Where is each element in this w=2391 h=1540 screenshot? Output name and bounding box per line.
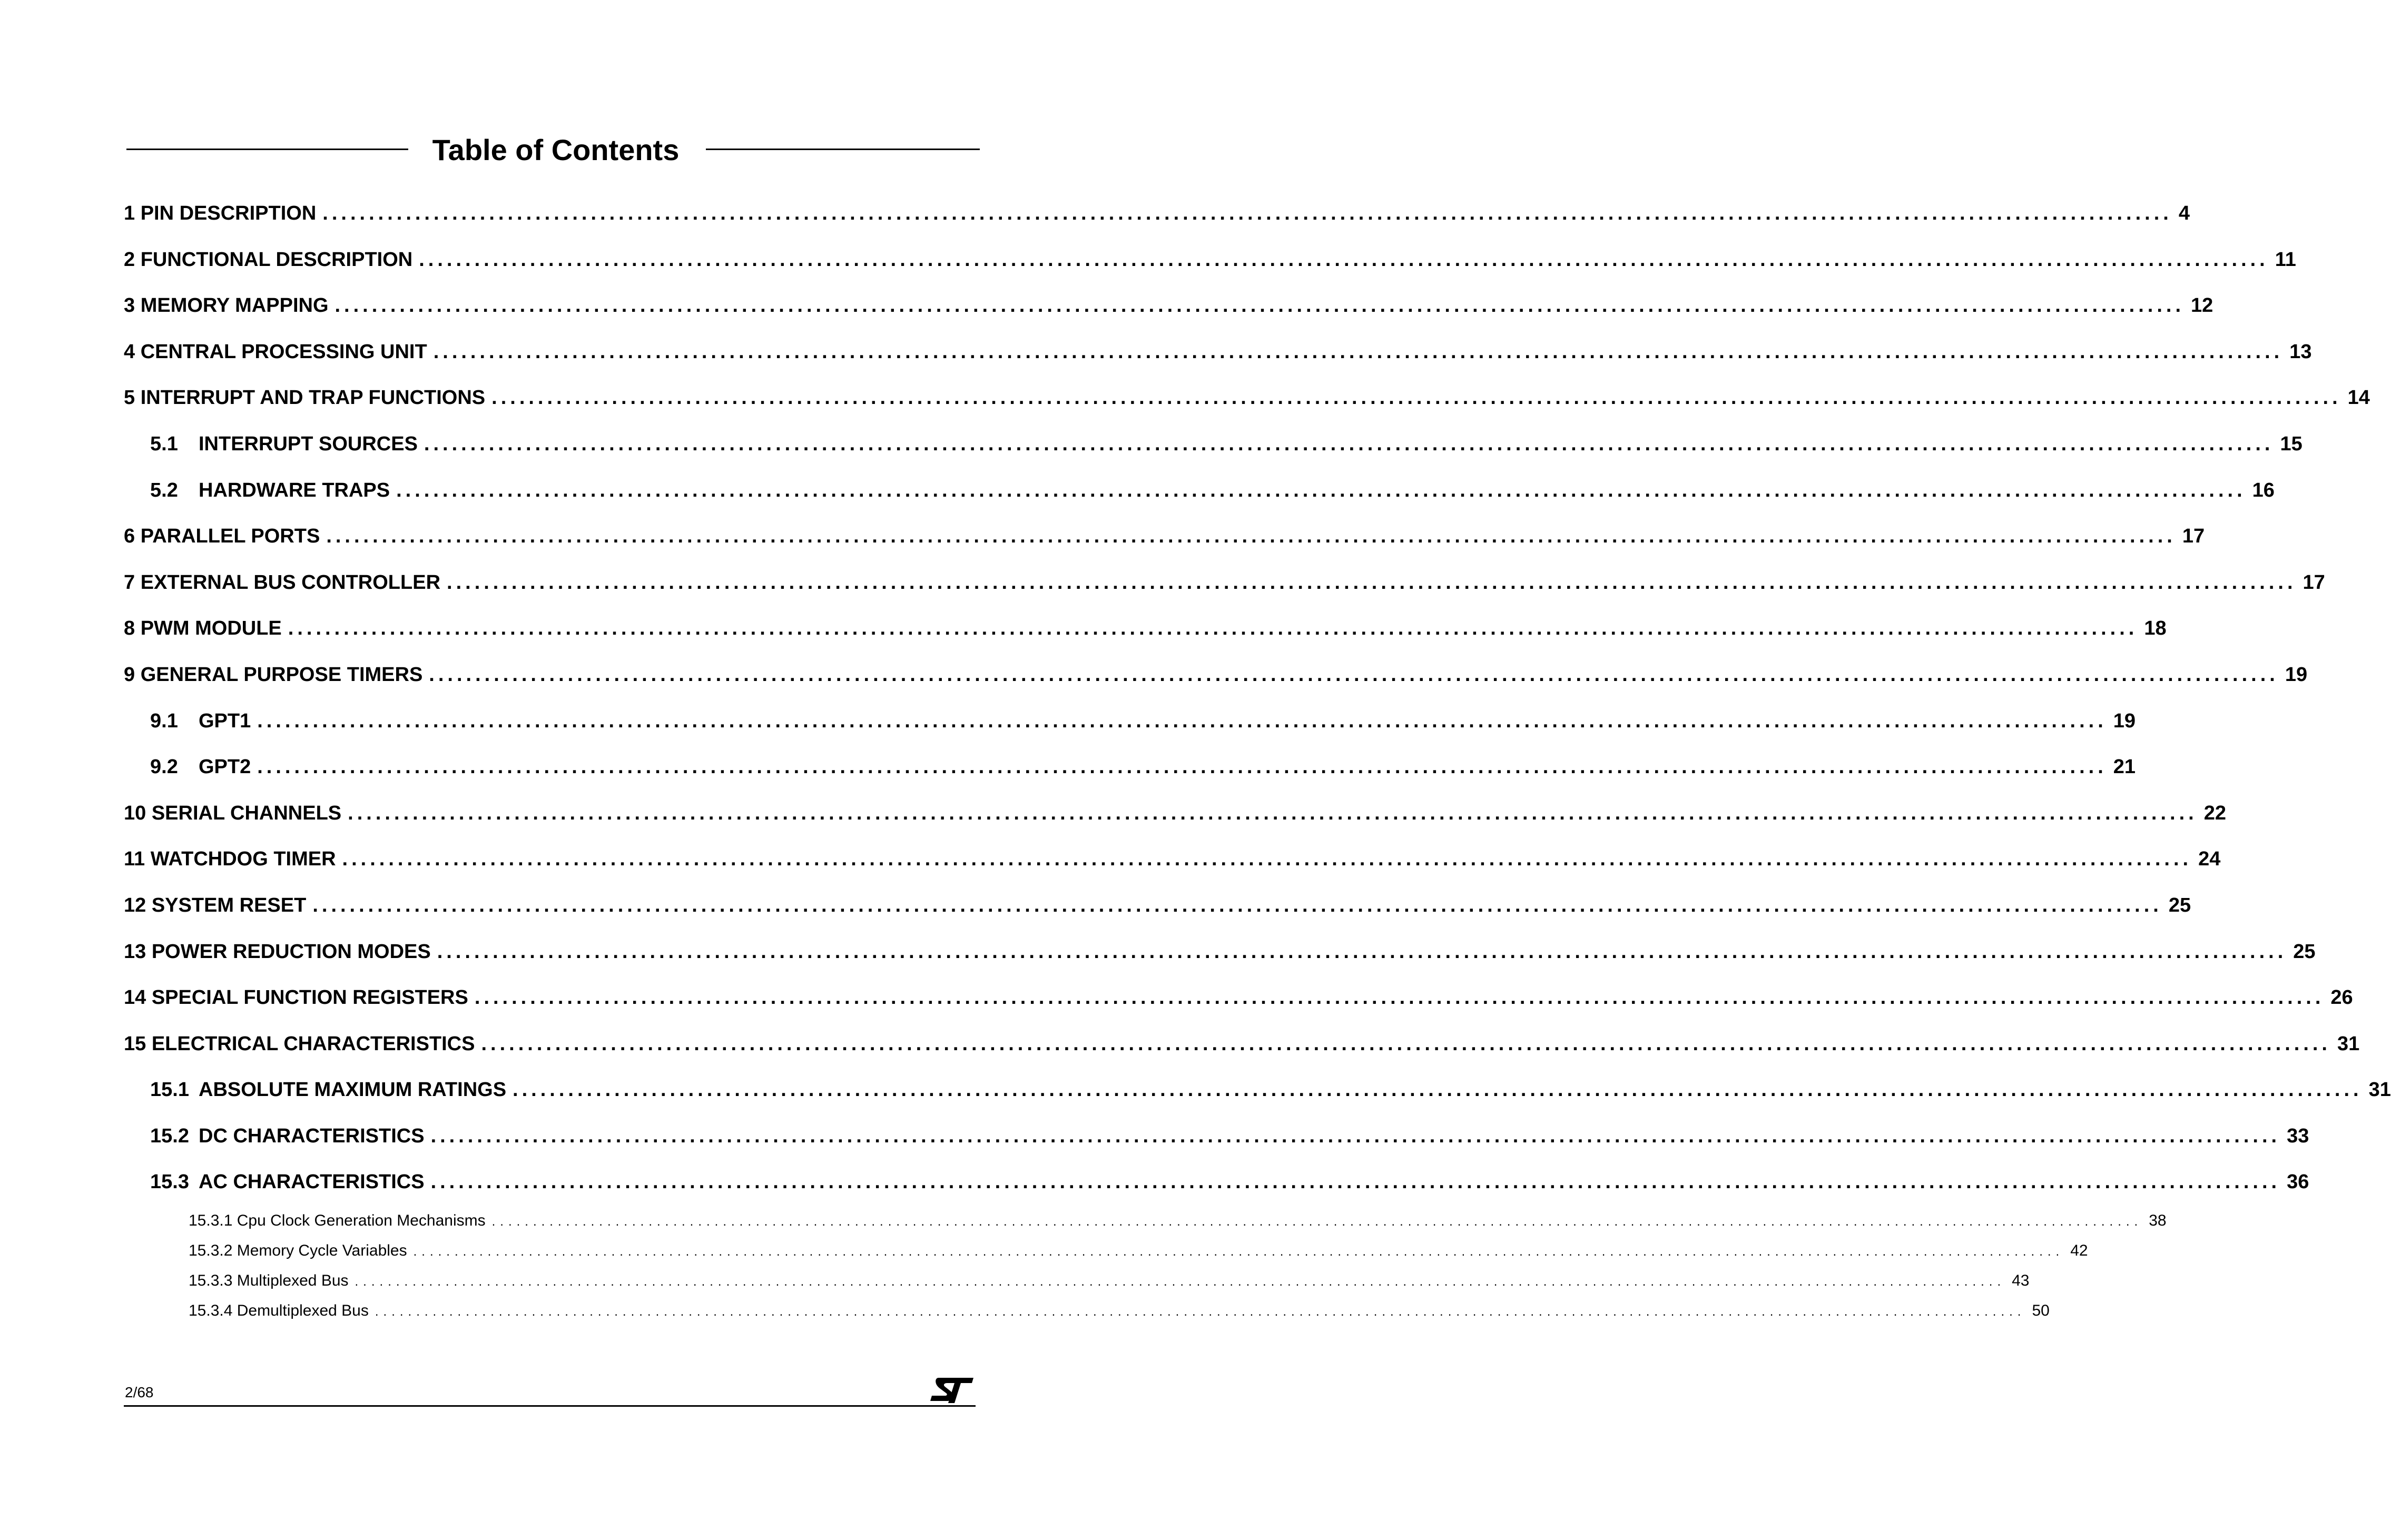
toc-entry-multiplexed-bus[interactable] — [124, 1266, 2030, 1296]
toc-entry-label: 5 INTERRUPT AND TRAP FUNCTIONS — [124, 387, 486, 409]
toc-entry-label: 9 GENERAL PURPOSE TIMERS — [124, 663, 423, 686]
st-logo-icon — [927, 1375, 975, 1404]
toc-entry-label: 3 MEMORY MAPPING — [124, 294, 329, 317]
page-title: Table of Contents — [432, 133, 680, 166]
toc-entry-interrupt-and-trap-functions[interactable] — [124, 375, 2370, 421]
dot-leader: ........................................................................................................................................................................................................ — [257, 709, 2107, 732]
toc-entry-hardware-traps[interactable] — [124, 468, 2275, 514]
toc-entry-label: 11 WATCHDOG TIMER — [124, 848, 336, 871]
toc-entry-title: AC CHARACTERISTICS — [199, 1171, 425, 1193]
dot-leader: ........................................................................................................................................................................................................ — [257, 756, 2107, 778]
dot-leader: ........................................................................................................................................................................................................ — [355, 1275, 2006, 1289]
dot-leader: ........................................................................................................................................................................................................ — [433, 340, 2284, 363]
toc-entry-label — [150, 1113, 425, 1160]
toc-entry-number: 5.1 — [150, 432, 178, 455]
toc-entry-label: 15.3.4 Demultiplexed Bus — [189, 1302, 369, 1320]
dot-leader: ........................................................................................................................................................................................................ — [474, 986, 2325, 1009]
toc-entry-page: 24 — [2198, 848, 2221, 871]
toc-entry-page: 36 — [2287, 1171, 2309, 1193]
dot-leader: ........................................................................................................................................................................................................ — [322, 202, 2172, 224]
toc-entry-page: 26 — [2330, 986, 2353, 1009]
toc-entry-page: 38 — [2149, 1212, 2167, 1230]
toc-entry-page: 50 — [2032, 1302, 2050, 1320]
dot-leader: ........................................................................................................................................................................................................ — [429, 663, 2279, 686]
dot-leader: ........................................................................................................................................................................................................ — [334, 294, 2185, 317]
toc-entry-memory-cycle-variables[interactable] — [124, 1236, 2088, 1266]
toc-entry-label: 15.3.2 Memory Cycle Variables — [189, 1242, 407, 1260]
dot-leader: ........................................................................................................................................................................................................ — [513, 1079, 2363, 1101]
toc-entry-serial-channels[interactable] — [124, 791, 2226, 837]
toc-entry-demultiplexed-bus[interactable] — [124, 1296, 2050, 1326]
toc-entry-label: 13 POWER REDUCTION MODES — [124, 940, 431, 963]
toc-entry-label: 10 SERIAL CHANNELS — [124, 802, 342, 824]
table-of-contents — [124, 191, 2391, 1326]
dot-leader: ........................................................................................................................................................................................................ — [481, 1032, 2331, 1055]
toc-entry-central-processing-unit[interactable] — [124, 329, 2312, 376]
toc-entry-label: 14 SPECIAL FUNCTION REGISTERS — [124, 986, 468, 1009]
toc-entry-page: 25 — [2293, 940, 2316, 963]
toc-entry-external-bus-controller[interactable] — [124, 560, 2325, 606]
toc-entry-label: 4 CENTRAL PROCESSING UNIT — [124, 340, 427, 363]
dot-leader: ........................................................................................................................................................................................................ — [288, 617, 2138, 640]
toc-entry-page: 21 — [2113, 756, 2136, 778]
toc-entry-power-reduction-modes[interactable] — [124, 929, 2316, 975]
toc-entry-pwm-module[interactable] — [124, 606, 2167, 652]
page-number: 2/68 — [125, 1384, 154, 1400]
dot-leader: ........................................................................................................................................................................................................ — [491, 387, 2341, 409]
toc-entry-number: 15.1 — [150, 1079, 189, 1101]
dot-leader: ........................................................................................................................................................................................................ — [413, 1245, 2064, 1259]
toc-entry-page: 19 — [2113, 709, 2136, 732]
toc-entry-page: 31 — [2337, 1032, 2360, 1055]
dot-leader: ........................................................................................................................................................................................................ — [491, 1215, 2143, 1229]
dot-leader: ........................................................................................................................................................................................................ — [312, 894, 2162, 916]
toc-entry-page: 16 — [2252, 479, 2275, 501]
toc-entry-title: GPT1 — [199, 709, 251, 732]
toc-entry-number: 15.2 — [150, 1124, 189, 1147]
toc-entry-label: 6 PARALLEL PORTS — [124, 525, 320, 548]
toc-entry-gpt1[interactable] — [124, 698, 2136, 745]
toc-entry-page: 17 — [2182, 525, 2205, 548]
toc-entry-page: 19 — [2285, 663, 2308, 686]
toc-entry-label: 1 PIN DESCRIPTION — [124, 202, 317, 224]
toc-entry-number: 9.2 — [150, 756, 178, 778]
toc-entry-ac-characteristics[interactable] — [124, 1159, 2309, 1206]
toc-entry-label — [150, 421, 418, 468]
toc-entry-page: 4 — [2178, 202, 2190, 224]
dot-leader: ........................................................................................................................................................................................................ — [424, 432, 2274, 455]
toc-entry-title: DC CHARACTERISTICS — [199, 1124, 425, 1147]
dot-leader: ........................................................................................................................................................................................................ — [348, 802, 2198, 824]
toc-entry-memory-mapping[interactable] — [124, 283, 2213, 329]
toc-entry-watchdog-timer[interactable] — [124, 836, 2221, 883]
dot-leader: ........................................................................................................................................................................................................ — [437, 940, 2287, 963]
toc-entry-system-reset[interactable] — [124, 883, 2191, 929]
toc-entry-page: 42 — [2070, 1242, 2088, 1260]
toc-entry-number: 5.2 — [150, 479, 178, 501]
dot-leader: ........................................................................................................................................................................................................ — [430, 1171, 2281, 1193]
dot-leader: ........................................................................................................................................................................................................ — [396, 479, 2246, 501]
toc-entry-functional-description[interactable] — [124, 237, 2296, 283]
toc-header — [126, 126, 980, 174]
toc-entry-page: 17 — [2303, 571, 2325, 594]
toc-entry-label: 2 FUNCTIONAL DESCRIPTION — [124, 248, 413, 271]
toc-entry-label — [150, 1159, 425, 1206]
dot-leader: ........................................................................................................................................................................................................ — [447, 571, 2297, 594]
toc-entry-title: INTERRUPT SOURCES — [199, 432, 418, 455]
toc-entry-page: 25 — [2168, 894, 2191, 916]
toc-entry-title: ABSOLUTE MAXIMUM RATINGS — [199, 1079, 507, 1101]
title-rule-left — [126, 149, 408, 150]
toc-entry-label — [150, 698, 251, 745]
toc-entry-label: 8 PWM MODULE — [124, 617, 282, 640]
toc-entry-special-function-registers[interactable] — [124, 975, 2353, 1021]
toc-entry-page: 31 — [2368, 1079, 2391, 1101]
dot-leader: ........................................................................................................................................................................................................ — [326, 525, 2176, 548]
dot-leader: ........................................................................................................................................................................................................ — [419, 248, 2269, 271]
toc-entry-label: 12 SYSTEM RESET — [124, 894, 307, 916]
toc-entry-page: 33 — [2287, 1124, 2309, 1147]
toc-entry-page: 11 — [2275, 248, 2296, 271]
dot-leader: ........................................................................................................................................................................................................ — [342, 848, 2192, 871]
toc-entry-label: 15.3.3 Multiplexed Bus — [189, 1272, 349, 1290]
dot-leader: ........................................................................................................................................................................................................ — [375, 1305, 2026, 1319]
toc-entry-page: 14 — [2347, 387, 2370, 409]
dot-leader: ........................................................................................................................................................................................................ — [430, 1124, 2281, 1147]
toc-entry-absolute-maximum-ratings[interactable] — [124, 1067, 2391, 1113]
toc-entry-label — [150, 1067, 506, 1113]
toc-entry-label: 15 ELECTRICAL CHARACTERISTICS — [124, 1032, 475, 1055]
toc-entry-pin-description[interactable] — [124, 191, 2190, 237]
toc-entry-label — [150, 744, 251, 791]
toc-entry-number: 15.3 — [150, 1171, 189, 1193]
toc-entry-number: 9.1 — [150, 709, 178, 732]
toc-entry-cpu-clock-generation[interactable] — [124, 1206, 2167, 1236]
toc-entry-page: 13 — [2289, 340, 2312, 363]
toc-entry-dc-characteristics[interactable] — [124, 1113, 2309, 1160]
footer-rule — [124, 1405, 976, 1407]
toc-entry-label: 7 EXTERNAL BUS CONTROLLER — [124, 571, 441, 594]
toc-entry-interrupt-sources[interactable] — [124, 421, 2303, 468]
toc-entry-title: GPT2 — [199, 756, 251, 778]
toc-entry-page: 18 — [2144, 617, 2167, 640]
toc-entry-title: HARDWARE TRAPS — [199, 479, 390, 501]
toc-entry-general-purpose-timers[interactable] — [124, 652, 2308, 698]
toc-entry-parallel-ports[interactable] — [124, 514, 2205, 560]
toc-entry-page: 15 — [2280, 432, 2303, 455]
toc-entry-electrical-characteristics[interactable] — [124, 1021, 2360, 1068]
toc-entry-page: 43 — [2012, 1272, 2030, 1290]
title-rule-right — [706, 149, 980, 150]
toc-entry-label — [150, 468, 390, 514]
toc-entry-page: 22 — [2203, 802, 2226, 824]
toc-entry-label: 15.3.1 Cpu Clock Generation Mechanisms — [189, 1212, 486, 1230]
toc-entry-gpt2[interactable] — [124, 744, 2136, 791]
toc-entry-page: 12 — [2191, 294, 2213, 317]
